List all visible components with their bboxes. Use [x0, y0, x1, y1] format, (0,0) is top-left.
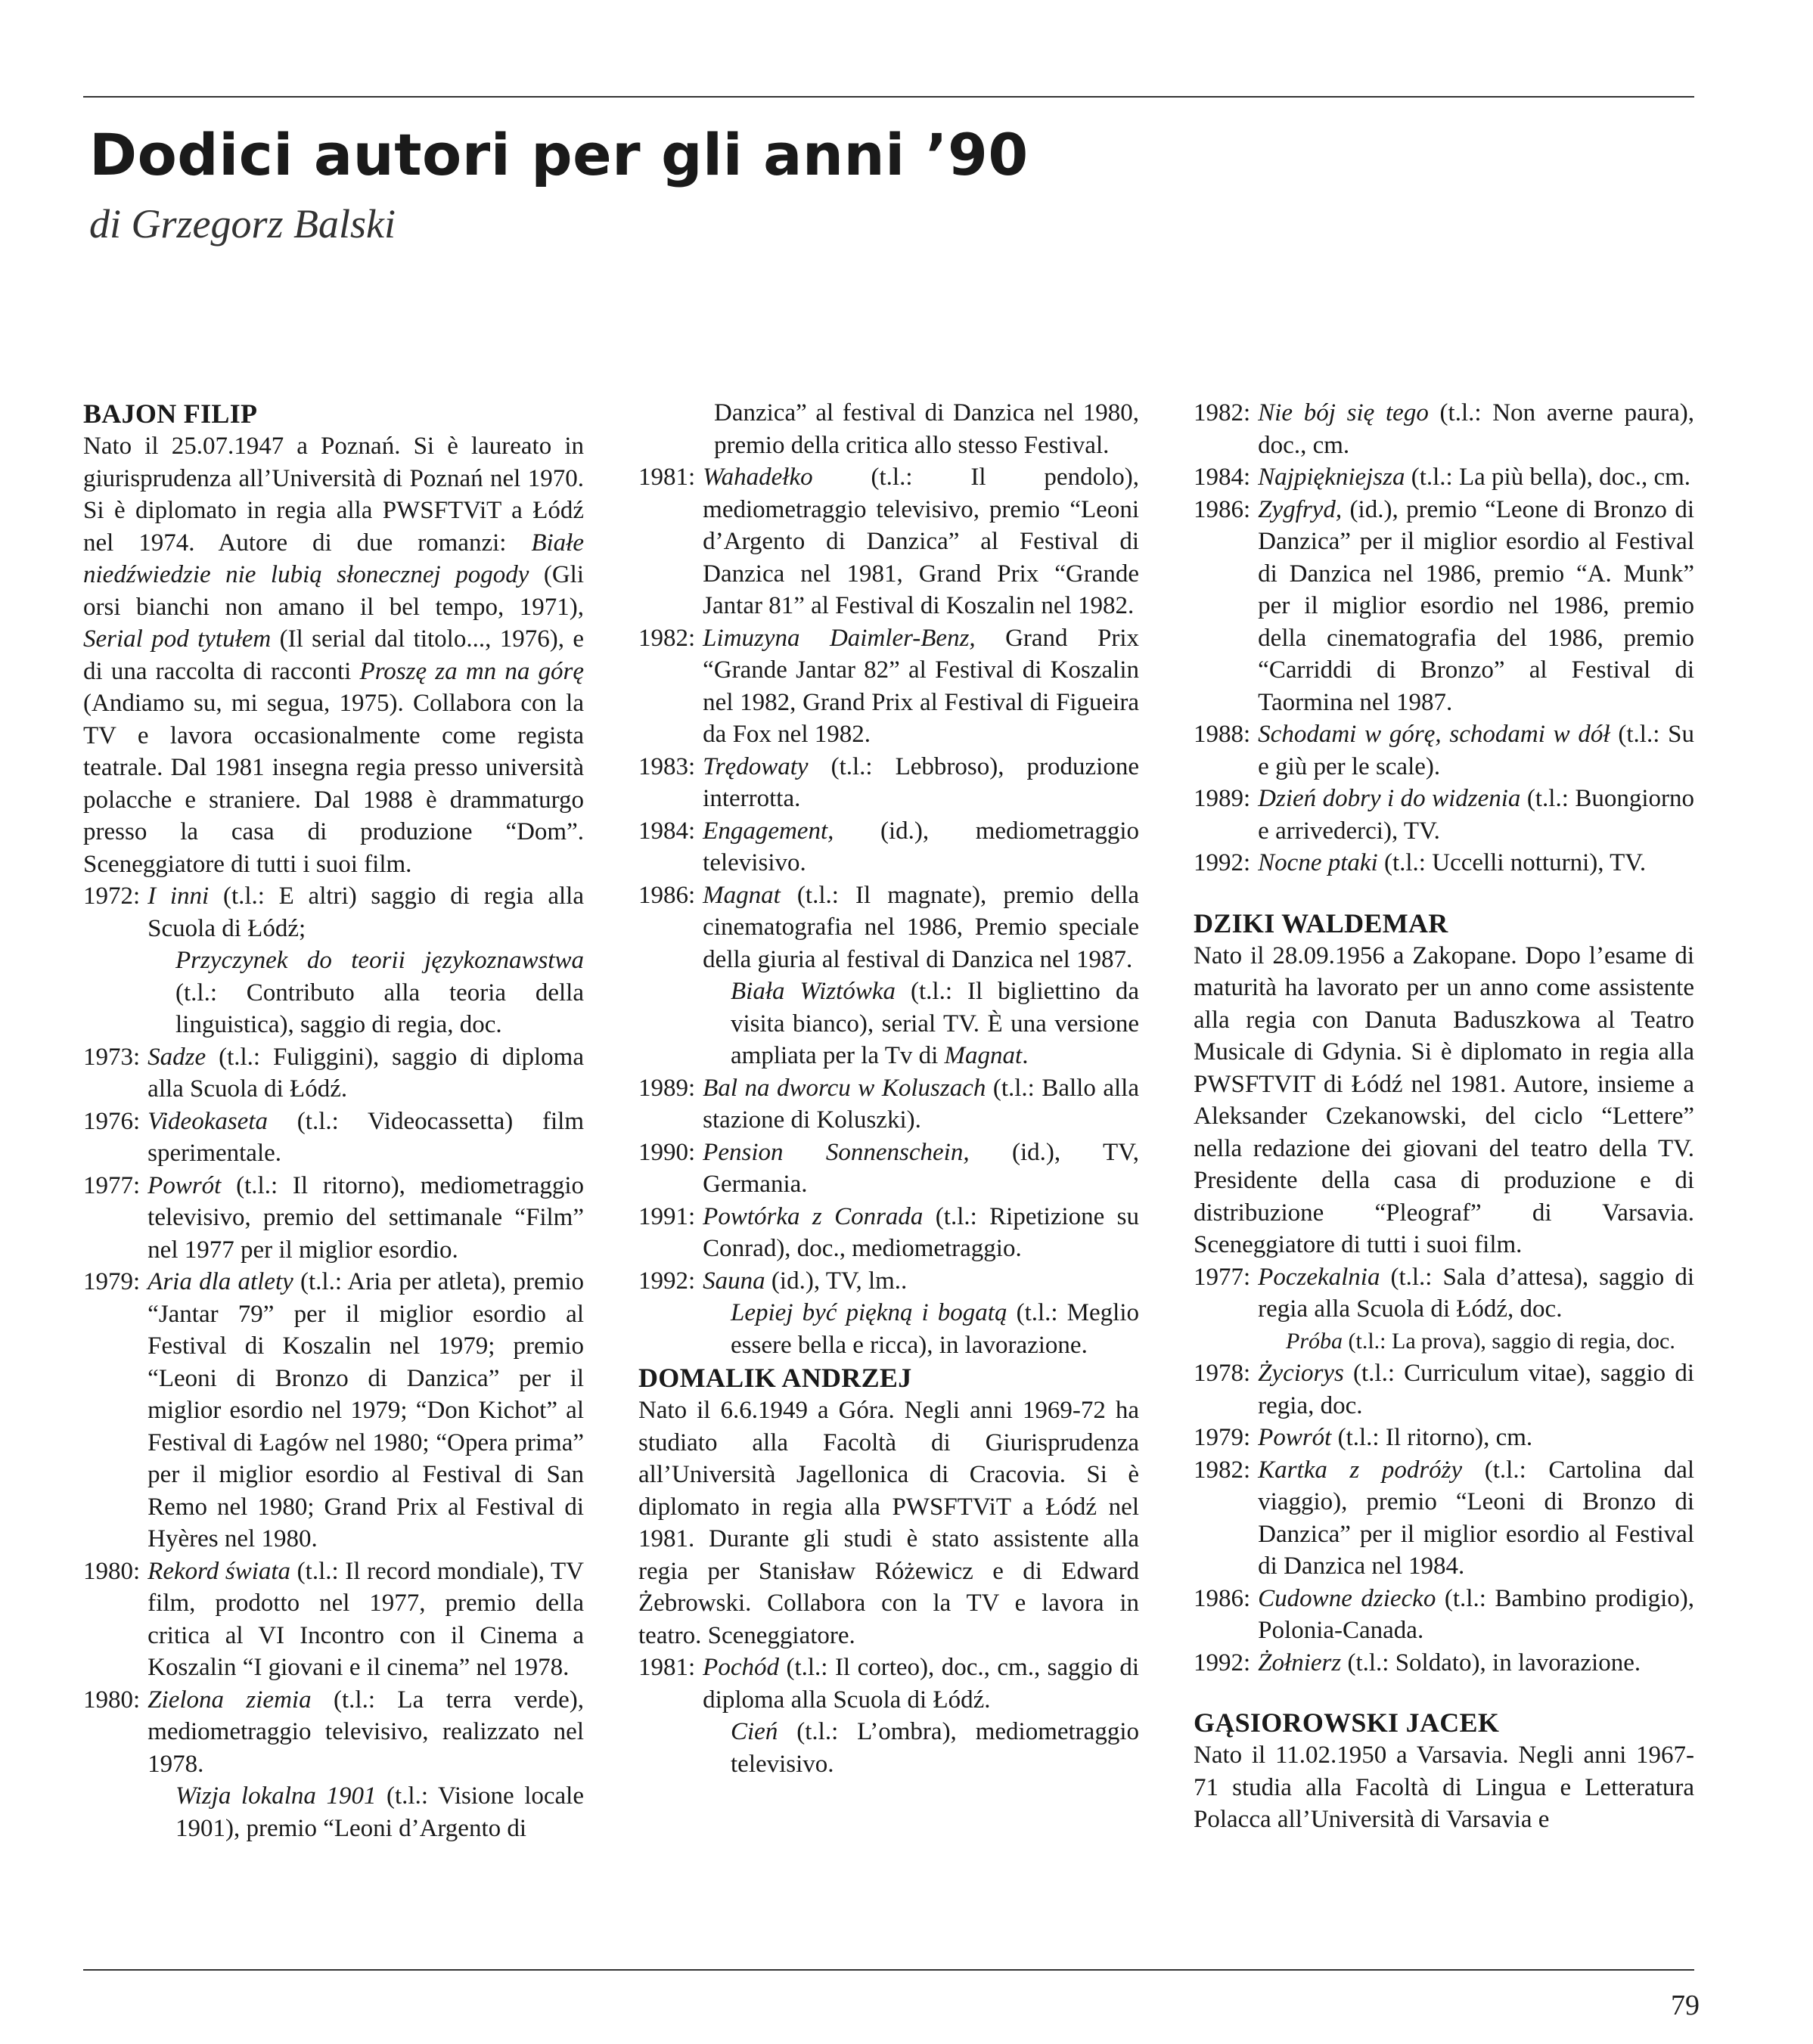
filmography-entry: 1992: Żołnierz (t.l.: Soldato), in lavorazione. — [1194, 1649, 1641, 1676]
filmography-entry: 1982: Kartka z podróży (t.l.: Cartolina dal viaggio), premio “Leoni di Bronzo di Danzica” per il miglior esordio al Festival di Danzica nel 1984. — [1194, 1456, 1695, 1580]
bio-intro-dziki: Nato il 28.09.1956 a Zakopane. Dopo l’esame di maturità ha lavorato per un anno come assistente alla regia con Danuta Baduszkowa al Teatro Musicale di Gdynia. Si è diplomato in regia alla PWSFTVIT di Łódź nel 1981. Autore, insieme a Aleksander Czekanowski, del ciclo “Lettere” nella redazione dei giovani del teatro della TV. Presidente della casa di produzione e di distribuzione “Pleograf” di Varsavia. Sceneggiatore di tutti i suoi film. — [1194, 941, 1694, 1258]
filmography-entry: 1986: Cudowne dziecko (t.l.: Bambino prodigio), Polonia-Canada. — [1194, 1584, 1694, 1644]
column-2 — [638, 397, 1139, 1962]
filmography-entry: Biała Wiztówka (t.l.: Il bigliettino da visita bianco), serial TV. È una versione ampliata per la Tv di Magnat. — [731, 978, 1139, 1069]
bio-intro-domalik: Nato il 6.6.1949 a Góra. Negli anni 1969-72 ha studiato alla Facoltà di Giurisprudenza all’Università Jagellonica di Cracovia. Si è diplomato in regia alla PWSFTViT a Łódź nel 1981. Durante gli studi è stato assistente alla regia per Stanisław Różewicz e di Edward Żebrowski. Collabora con la TV e lavora in teatro. Sceneggiatore. — [638, 1397, 1139, 1649]
filmography-entry: 1988: Schodami w górę, schodami w dół (t.l.: Su e giù per le scale). — [1194, 721, 1694, 780]
filmography-entry: 1984: Najpiękniejsza (t.l.: La più bella), doc., cm. — [1194, 464, 1691, 491]
filmography-entry: 1983: Trędowaty (t.l.: Lebbroso), produzione interrotta. — [638, 752, 1139, 812]
column-3 — [1194, 397, 1694, 1962]
column-1 — [83, 397, 584, 1962]
article-title: Dodici autori per gli anni ’90 — [89, 121, 1029, 188]
filmography-entry: 1979: Powrót (t.l.: Il ritorno), cm. — [1194, 1424, 1533, 1451]
filmography-entry: Lepiej być piękną i bogatą (t.l.: Meglio essere bella e ricca), in lavorazione. — [731, 1299, 1140, 1359]
top-rule — [83, 96, 1694, 98]
filmography-entry: 1992: Nocne ptaki (t.l.: Uccelli notturni), TV. — [1194, 849, 1647, 876]
filmography-entry: 1977: Poczekalnia (t.l.: Sala d’attesa), saggio di regia alla Scuola di Łódź, doc. — [1194, 1263, 1694, 1323]
bio-heading-bajon: BAJON FILIP — [83, 399, 258, 429]
filmography-entry: 1976: Videokaseta (t.l.: Videocassetta) film sperimentale. — [83, 1107, 584, 1167]
filmography-entry: Cień (t.l.: L’ombra), mediometraggio televisivo. — [731, 1718, 1139, 1778]
filmography-entry: 1989: Dzień dobry i do widzenia (t.l.: Buongiorno e arrivederci), TV. — [1194, 785, 1694, 845]
bio-intro-bajon: Nato il 25.07.1947 a Poznań. Si è laureato in giurisprudenza all’Università di Poznań nel 1970. Si è diplomato in regia alla PWSFTViT a Łódź nel 1974. Autore di due romanzi: Białe niedźwiedzie nie lubią słonecznej pogody (Gli orsi bianchi non amano il bel tempo, 1971), Serial pod tytułem (Il serial dal titolo..., 1976), e di una raccolta di racconti Proszę za mn na górę (Andiamo su, mi segua, 1975). Collabora con la TV e lavora occasionalmente come regista teatrale. Dal 1981 insegna regia presso università polacche e straniere. Dal 1988 è drammaturgo presso la casa di produzione “Dom”. Sceneggiatore di tutti i suoi film. — [83, 433, 584, 878]
filmography-entry: 1986: Zygfryd, (id.), premio “Leone di Bronzo di Danzica” per il miglior esordio al Festival di Danzica nel 1986, premio “A. Munk” per il miglior esordio nel 1986, premio della cinematografia del 1986, premio “Carriddi di Bronzo” al Festival di Taormina nel 1987. — [1194, 495, 1694, 716]
page-number: 79 — [1671, 1990, 1700, 2021]
filmography-entry: 1984: Engagement, (id.), mediometraggio televisivo. — [638, 817, 1139, 876]
bio-intro-gasiorowski: Nato il 11.02.1950 a Varsavia. Negli anni 1967-71 studia alla Facoltà di Lingua e Letteratura Polacca all’Università di Varsavia e — [1194, 1742, 1694, 1833]
filmography-entry: 1980: Zielona ziemia (t.l.: La terra verde), mediometraggio televisivo, realizzato nel 1978. — [83, 1686, 585, 1778]
bottom-rule — [83, 1969, 1694, 1971]
filmography-entry: 1982: Limuzyna Daimler-Benz, Grand Prix “Grande Jantar 82” al Festival di Koszalin nel 1982, Grand Prix al Festival di Figueira da Fox nel 1982. — [638, 624, 1139, 748]
filmography-entry: 1981: Pochód (t.l.: Il corteo), doc., cm., saggio di diploma alla Scuola di Łódź. — [638, 1654, 1139, 1714]
filmography-entry: 1978: Życiorys (t.l.: Curriculum vitae), saggio di regia, doc. — [1194, 1360, 1694, 1419]
bio-heading-dziki: DZIKI WALDEMAR — [1194, 907, 1448, 938]
filmography-entry: 1990: Pension Sonnenschein, (id.), TV, Germania. — [638, 1138, 1139, 1198]
filmography-entry: 1977: Powrót (t.l.: Il ritorno), mediometraggio televisivo, premio del settimanale “Film” nel 1977 per il miglior esordio. — [83, 1171, 584, 1264]
filmography-entry: 1982: Nie bój się tego (t.l.: Non averne paura), doc., cm. — [1194, 399, 1695, 459]
filmography-entry: 1989: Bal na dworcu w Koluszach (t.l.: Ballo alla stazione di Koluszki). — [638, 1074, 1139, 1134]
filmography-entry: 1973: Sadze (t.l.: Fuliggini), saggio di diploma alla Scuola di Łódź. — [83, 1043, 584, 1103]
bio-heading-gasiorowski: GĄSIOROWSKI JACEK — [1194, 1707, 1500, 1738]
filmography-entry: Wizja lokalna 1901 (t.l.: Visione locale 1901), premio “Leoni d’Argento di — [175, 1782, 584, 1842]
filmography-entry: Przyczynek do teorii językoznawstwa (t.l.: Contributo alla teoria della linguistica), saggio di regia, doc. — [175, 947, 584, 1038]
filmography-continuation: Danzica” al festival di Danzica nel 1980, premio della critica allo stesso Festival. — [714, 399, 1139, 459]
filmography-entry: 1979: Aria dla atlety (t.l.: Aria per atleta), premio “Jantar 79” per il miglior esordio al Festival di Koszalin nel 1979; premio “Leoni di Bronzo di Danzica” per il miglior esordio nel 1979; “Don Kichot” al Festival di Łagów nel 1980; “Opera prima” per il miglior esordio al Festival di San Remo nel 1980; Grand Prix al Festival di Hyères nel 1980. — [83, 1268, 584, 1552]
article-columns — [83, 397, 1694, 1962]
article-byline: di Grzegorz Balski — [89, 201, 396, 247]
filmography-entry: 1981: Wahadełko (t.l.: Il pendolo), mediometraggio televisivo, premio “Leoni d’Argento di Danzica” al Festival di Danzica nel 1981, Grand Prix “Grande Jantar 81” al Festival di Koszalin nel 1982. — [638, 464, 1139, 619]
bio-heading-domalik: DOMALIK ANDRZEJ — [638, 1363, 912, 1393]
filmography-entry: 1986: Magnat (t.l.: Il magnate), premio della cinematografia nel 1986, Premio speciale della giuria al festival di Danzica nel 1987. — [638, 881, 1139, 973]
filmography-entry: Próba (t.l.: La prova), saggio di regia, doc. — [1286, 1328, 1675, 1354]
filmography-entry: 1992: Sauna (id.), TV, lm.. — [638, 1267, 908, 1295]
filmography-entry: 1972: I inni (t.l.: E altri) saggio di regia alla Scuola di Łódź; — [83, 882, 584, 942]
filmography-entry: 1991: Powtórka z Conrada (t.l.: Ripetizione su Conrad), doc., mediometraggio. — [638, 1202, 1139, 1262]
filmography-entry: 1980: Rekord świata (t.l.: Il record mondiale), TV film, prodotto nel 1977, premio della critica al VI Incontro con il Cinema a Koszalin “I giovani e il cinema” nel 1978. — [83, 1557, 585, 1681]
